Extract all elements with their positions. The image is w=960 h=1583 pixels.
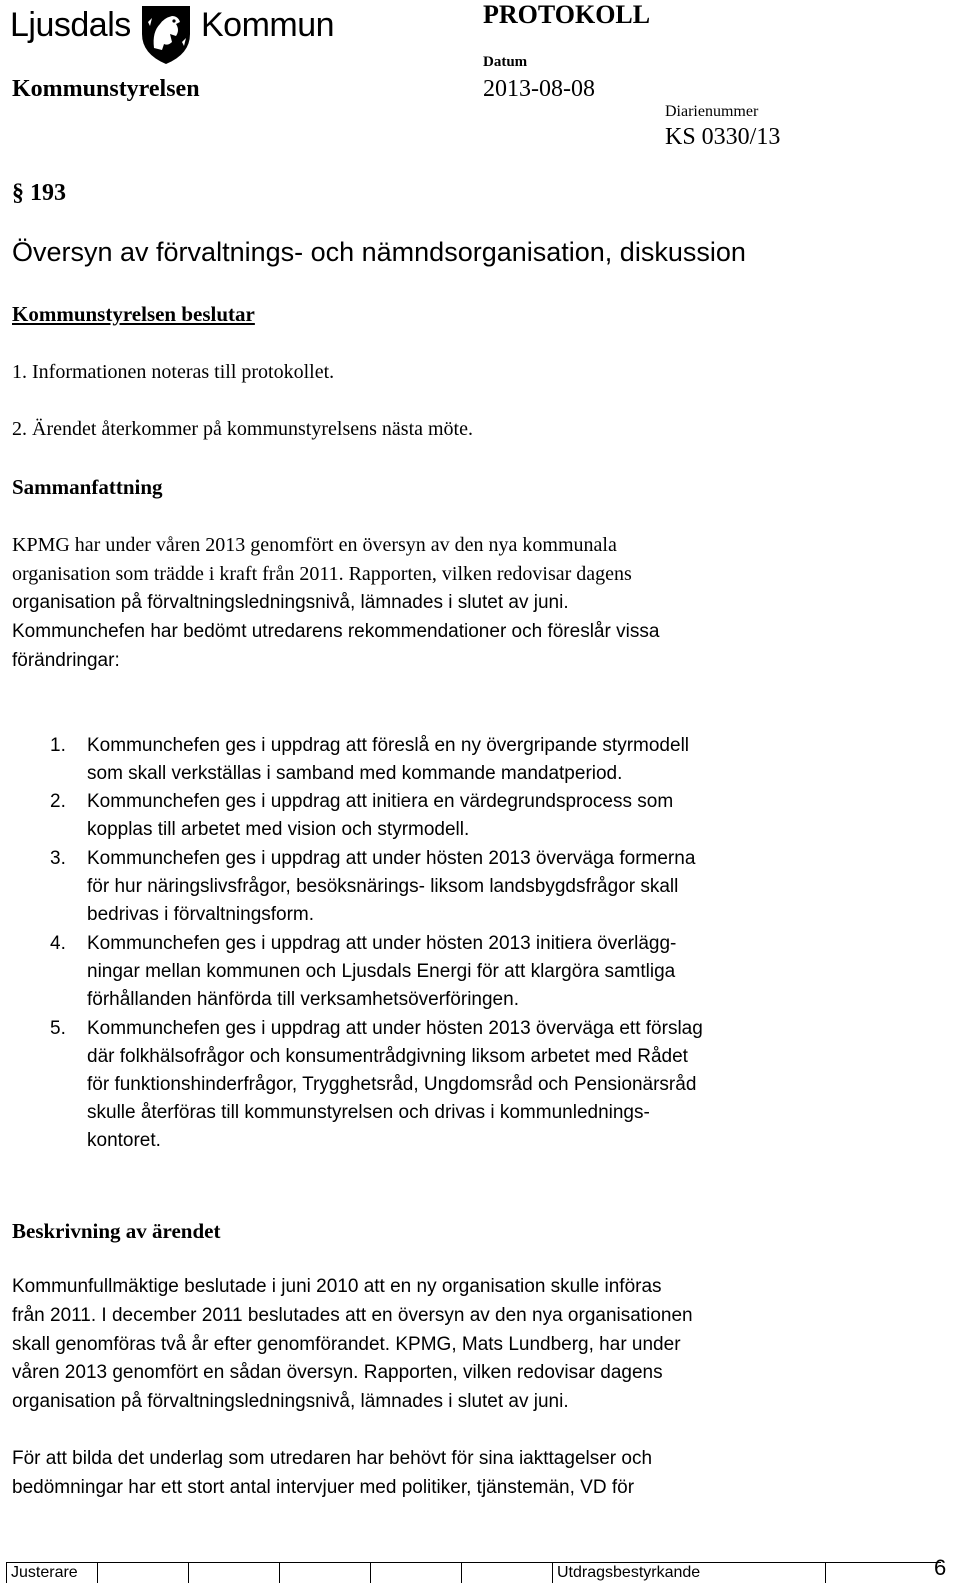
list-number: 2. <box>50 791 66 812</box>
list-item-line: skulle återföras till kommunstyrelsen och drivas i kommunlednings- <box>87 1102 650 1123</box>
justerare-box <box>461 1562 552 1583</box>
date-value: 2013-08-08 <box>483 76 595 102</box>
list-item-line: som skall verkställas i samband med kommande mandatperiod. <box>87 763 623 784</box>
list-item-line: Kommunchefen ges i uppdrag att under hösten 2013 överväga ett förslag <box>87 1018 703 1039</box>
list-item-line: bedrivas i förvaltningsform. <box>87 904 315 925</box>
utdragsbestyrkande-label: Utdragsbestyrkande <box>552 1562 825 1583</box>
list-item-line: Kommunchefen ges i uppdrag att under hösten 2013 överväga formerna <box>87 848 696 869</box>
summary-line: förändringar: <box>12 650 120 671</box>
summary-heading: Sammanfattning <box>12 475 163 499</box>
list-item-line: där folkhälsofrågor och konsumentrådgivning liksom arbetet med Rådet <box>87 1046 688 1067</box>
section-symbol: § <box>12 180 24 206</box>
section-title: Översyn av förvaltnings- och nämndsorganisation, diskussion <box>12 237 746 267</box>
list-item-line: Kommunchefen ges i uppdrag att under hösten 2013 initiera överlägg- <box>87 933 677 954</box>
footer-signature-table <box>6 1562 941 1583</box>
list-number: 4. <box>50 933 66 954</box>
section-number: 193 <box>30 180 66 206</box>
paragraph-number <box>12 180 66 207</box>
list-item-line: för funktionshinderfrågor, Trygghetsråd, Ungdomsråd och Pensionärsråd <box>87 1074 697 1095</box>
list-item-line: förhållanden hänförda till verksamhetsöverföringen. <box>87 989 519 1010</box>
decision-item: 1. Informationen noteras till protokollet. <box>12 361 335 383</box>
list-item-line: kopplas till arbetet med vision och styrmodell. <box>87 819 470 840</box>
diarienummer-label: Diarienummer <box>665 103 759 120</box>
description-line: bedömningar har ett stort antal intervjuer med politiker, tjänstemän, VD för <box>12 1477 635 1498</box>
list-number: 5. <box>50 1018 66 1039</box>
description-heading: Beskrivning av ärendet <box>12 1219 221 1243</box>
coat-of-arms-icon <box>138 2 194 66</box>
decision-heading: Kommunstyrelsen beslutar <box>12 302 255 326</box>
justerare-box <box>279 1562 370 1583</box>
list-number: 3. <box>50 848 66 869</box>
diarienummer-value: KS 0330/13 <box>665 124 781 150</box>
description-line: Kommunfullmäktige beslutade i juni 2010 att en ny organisation skulle införas <box>12 1276 662 1297</box>
logo-right-text: Kommun <box>201 6 335 44</box>
justerare-box <box>97 1562 188 1583</box>
list-item-line: Kommunchefen ges i uppdrag att föreslå en ny övergripande styrmodell <box>87 735 690 756</box>
justerare-box <box>370 1562 461 1583</box>
document-type: PROTOKOLL <box>483 0 651 29</box>
description-line: våren 2013 genomfört en sådan översyn. Rapporten, vilken redovisar dagens <box>12 1362 663 1383</box>
list-item-line: Kommunchefen ges i uppdrag att initiera en värdegrundsprocess som <box>87 791 674 812</box>
footer-end-cell <box>825 1562 848 1583</box>
summary-line: organisation på förvaltningsledningsnivå, lämnades i slutet av juni. <box>12 592 569 613</box>
description-line: organisation på förvaltningsledningsnivå, lämnades i slutet av juni. <box>12 1391 569 1412</box>
list-number: 1. <box>50 735 66 756</box>
list-item-line: ningar mellan kommunen och Ljusdals Energi för att klargöra samtliga <box>87 961 676 982</box>
page-number: 6 <box>934 1555 947 1580</box>
summary-line: organisation som trädde i kraft från 2011. Rapporten, vilken redovisar dagens <box>12 563 632 585</box>
description-line: skall genomföras två år efter genomförandet. KPMG, Mats Lundberg, har under <box>12 1334 681 1355</box>
justerare-label: Justerare <box>6 1562 97 1583</box>
logo-left-text: Ljusdals <box>10 6 131 44</box>
description-line: För att bilda det underlag som utredaren har behövt för sina iakttagelser och <box>12 1448 653 1469</box>
description-line: från 2011. I december 2011 beslutades att en översyn av den nya organisationen <box>12 1305 693 1326</box>
list-item-line: för hur näringslivsfrågor, besöksnärings- liksom landsbygdsfrågor skall <box>87 876 679 897</box>
summary-line: KPMG har under våren 2013 genomfört en översyn av den nya kommunala <box>12 534 617 556</box>
decision-item: 2. Ärendet återkommer på kommunstyrelsens nästa möte. <box>12 418 473 440</box>
organization-name: Kommunstyrelsen <box>12 76 200 102</box>
summary-line: Kommunchefen har bedömt utredarens rekommendationer och föreslår vissa <box>12 621 660 642</box>
list-item-line: kontoret. <box>87 1130 161 1151</box>
justerare-box <box>188 1562 279 1583</box>
date-label: Datum <box>483 54 528 70</box>
